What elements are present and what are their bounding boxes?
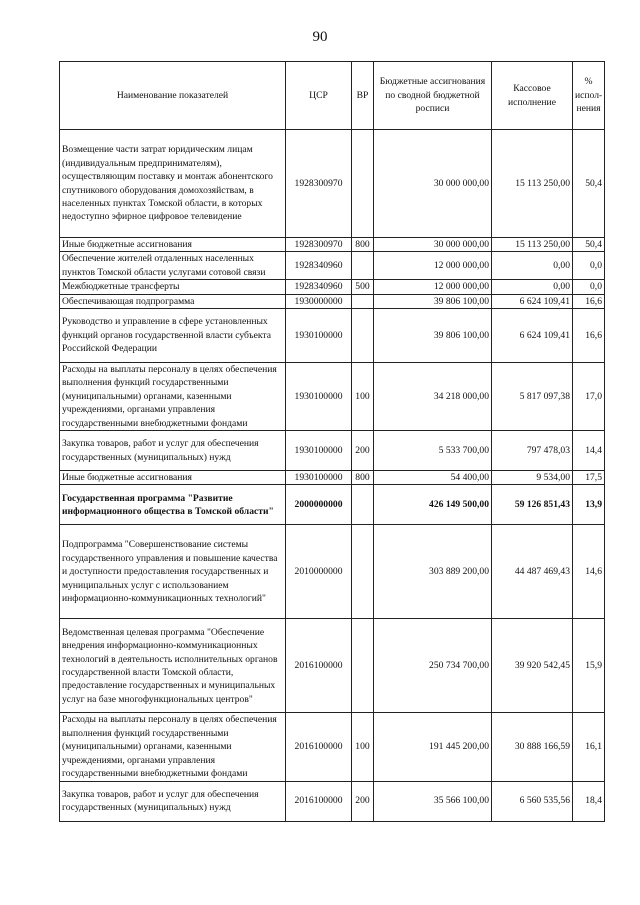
header-name: Наименование показателей	[60, 62, 286, 130]
row-percent: 17,0	[573, 363, 605, 431]
table-row	[60, 252, 605, 280]
row-vr	[352, 130, 374, 238]
table-row	[60, 619, 605, 713]
row-percent: 0,0	[573, 252, 605, 280]
row-csr: 1928340960	[286, 280, 352, 294]
row-csr: 1930000000	[286, 294, 352, 308]
table-row	[60, 431, 605, 471]
row-cash: 5 817 097,38	[492, 363, 573, 431]
table-row	[60, 485, 605, 525]
row-cash: 44 487 469,43	[492, 525, 573, 619]
row-name: Иные бюджетные ассигнования	[60, 238, 286, 252]
table-row	[60, 713, 605, 781]
row-cash: 0,00	[492, 280, 573, 294]
row-budget: 39 806 100,00	[374, 294, 492, 308]
table-row	[60, 280, 605, 294]
row-percent: 17,5	[573, 471, 605, 485]
row-csr: 1930100000	[286, 431, 352, 471]
row-vr	[352, 252, 374, 280]
row-budget: 191 445 200,00	[374, 713, 492, 781]
row-percent: 16,6	[573, 294, 605, 308]
row-csr: 1928300970	[286, 130, 352, 238]
row-budget: 426 149 500,00	[374, 485, 492, 525]
row-csr: 2016100000	[286, 713, 352, 781]
row-name: Межбюджетные трансферты	[60, 280, 286, 294]
row-budget: 35 566 100,00	[374, 781, 492, 821]
table-row	[60, 294, 605, 308]
row-vr	[352, 525, 374, 619]
table-row	[60, 238, 605, 252]
row-vr	[352, 485, 374, 525]
row-vr: 800	[352, 238, 374, 252]
row-cash: 0,00	[492, 252, 573, 280]
row-name: Иные бюджетные ассигнования	[60, 471, 286, 485]
row-percent: 15,9	[573, 619, 605, 713]
row-budget: 12 000 000,00	[374, 252, 492, 280]
row-budget: 12 000 000,00	[374, 280, 492, 294]
row-percent: 16,6	[573, 309, 605, 363]
row-percent: 18,4	[573, 781, 605, 821]
row-budget: 39 806 100,00	[374, 309, 492, 363]
row-csr: 1930100000	[286, 363, 352, 431]
row-cash: 6 624 109,41	[492, 294, 573, 308]
row-vr: 200	[352, 781, 374, 821]
header-csr: ЦСР	[286, 62, 352, 130]
row-name: Обеспечение жителей отдаленных населенных пунктов Томской области услугами сотовой связи	[60, 252, 286, 280]
table-row	[60, 309, 605, 363]
row-cash: 59 126 851,43	[492, 485, 573, 525]
row-vr: 100	[352, 713, 374, 781]
row-vr: 200	[352, 431, 374, 471]
row-budget: 54 400,00	[374, 471, 492, 485]
page-number: 90	[312, 29, 328, 45]
header-vr: ВР	[352, 62, 374, 130]
row-csr: 1928340960	[286, 252, 352, 280]
table-row	[60, 363, 605, 431]
row-cash: 30 888 166,59	[492, 713, 573, 781]
table-row	[60, 471, 605, 485]
row-cash: 797 478,03	[492, 431, 573, 471]
row-budget: 5 533 700,00	[374, 431, 492, 471]
row-cash: 39 920 542,45	[492, 619, 573, 713]
row-percent: 16,1	[573, 713, 605, 781]
header-budget: Бюджетные ассигнования по сводной бюджетной росписи	[374, 62, 492, 130]
row-csr: 1930100000	[286, 471, 352, 485]
row-cash: 6 624 109,41	[492, 309, 573, 363]
budget-execution-table	[59, 61, 605, 822]
row-budget: 303 889 200,00	[374, 525, 492, 619]
row-name: Закупка товаров, работ и услуг для обеспечения государственных (муниципальных) нужд	[60, 781, 286, 821]
row-cash: 6 560 535,56	[492, 781, 573, 821]
row-percent: 0,0	[573, 280, 605, 294]
table-body	[60, 130, 605, 822]
header-percent: % испол-нения	[573, 62, 605, 130]
table-header-row	[60, 62, 605, 130]
row-budget: 30 000 000,00	[374, 130, 492, 238]
row-name: Ведомственная целевая программа "Обеспечение внедрения информационно-коммуникационных технологий в деятельность исполнительных органов государственной власти Томской области, предоставление государственных и муниципальных услуг на базе многофункциональных центров"	[60, 619, 286, 713]
row-percent: 14,4	[573, 431, 605, 471]
row-vr: 800	[352, 471, 374, 485]
row-percent: 50,4	[573, 130, 605, 238]
row-budget: 34 218 000,00	[374, 363, 492, 431]
row-csr: 1930100000	[286, 309, 352, 363]
row-vr: 500	[352, 280, 374, 294]
row-cash: 9 534,00	[492, 471, 573, 485]
row-name: Расходы на выплаты персоналу в целях обеспечения выполнения функций государственными (муниципальными) органами, казенными учреждениями, органами управления государственными внебюджетными фондами	[60, 363, 286, 431]
row-vr	[352, 619, 374, 713]
row-cash: 15 113 250,00	[492, 238, 573, 252]
row-csr: 2016100000	[286, 781, 352, 821]
row-budget: 30 000 000,00	[374, 238, 492, 252]
row-csr: 2016100000	[286, 619, 352, 713]
row-csr: 2000000000	[286, 485, 352, 525]
row-name: Подпрограмма "Совершенствование системы государственного управления и повышение качества и доступности предоставления государственных и муниципальных услуг с использованием информационно-коммуникационных технологий"	[60, 525, 286, 619]
row-cash: 15 113 250,00	[492, 130, 573, 238]
row-name: Государственная программа "Развитие информационного общества в Томской области"	[60, 485, 286, 525]
row-vr	[352, 294, 374, 308]
row-csr: 1928300970	[286, 238, 352, 252]
row-name: Обеспечивающая подпрограмма	[60, 294, 286, 308]
row-vr: 100	[352, 363, 374, 431]
table-row	[60, 130, 605, 238]
row-percent: 50,4	[573, 238, 605, 252]
row-name: Расходы на выплаты персоналу в целях обеспечения выполнения функций государственными (муниципальными) органами, казенными учреждениями, органами управления государственными внебюджетными фондами	[60, 713, 286, 781]
row-percent: 14,6	[573, 525, 605, 619]
table-row	[60, 781, 605, 821]
header-cash: Кассовое исполнение	[492, 62, 573, 130]
row-vr	[352, 309, 374, 363]
table-row	[60, 525, 605, 619]
row-budget: 250 734 700,00	[374, 619, 492, 713]
row-csr: 2010000000	[286, 525, 352, 619]
row-name: Руководство и управление в сфере установленных функций органов государственной власти субъекта Российской Федерации	[60, 309, 286, 363]
row-name: Возмещение части затрат юридическим лицам (индивидуальным предпринимателям), осуществляющим поставку и монтаж абонентского спутникового оборудования домохозяйствам, в населенных пунктах Томской области, в которых недоступно эфирное цифровое телевидение	[60, 130, 286, 238]
row-percent: 13,9	[573, 485, 605, 525]
row-name: Закупка товаров, работ и услуг для обеспечения государственных (муниципальных) нужд	[60, 431, 286, 471]
